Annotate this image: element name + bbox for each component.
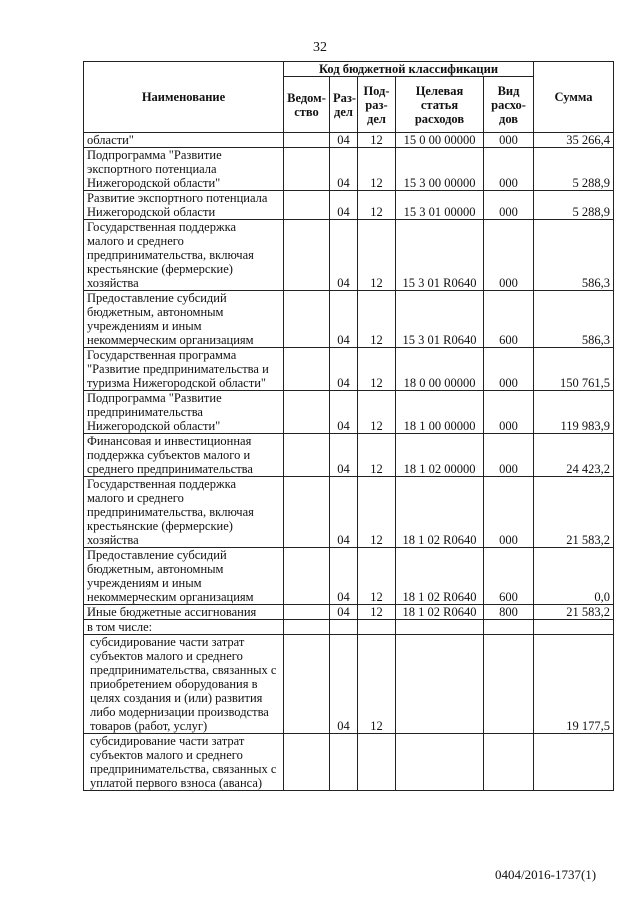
row-ved: [284, 620, 330, 635]
header-summa: Сумма: [534, 62, 614, 133]
row-ved: [284, 291, 330, 348]
document-code: 0404/2016-1737(1): [495, 867, 597, 882]
row-summa: 21 583,2: [534, 477, 614, 548]
table-body: [84, 133, 614, 791]
row-vid: 600: [484, 548, 534, 605]
row-ved: [284, 734, 330, 791]
row-vid: 000: [484, 133, 534, 148]
header-vid: Вид расхо- дов: [484, 77, 534, 133]
row-ved: [284, 434, 330, 477]
row-ved: [284, 133, 330, 148]
row-podrazdel: 12: [358, 348, 396, 391]
table-row: [84, 220, 614, 291]
header-tselevaya: Целевая статья расходов: [396, 77, 484, 133]
row-vid: 000: [484, 391, 534, 434]
row-ved: [284, 148, 330, 191]
row-podrazdel: 12: [358, 133, 396, 148]
row-summa: 5 288,9: [534, 191, 614, 220]
row-podrazdel: 12: [358, 148, 396, 191]
table-row: [84, 133, 614, 148]
row-ved: [284, 477, 330, 548]
row-tselevaya: 18 1 02 R0640: [396, 548, 484, 605]
row-tselevaya: 18 1 00 00000: [396, 391, 484, 434]
row-name: Государственная поддержка малого и среднего предпринимательства, включая крестьянские (фермерские) хозяйства: [84, 220, 284, 291]
row-summa: 24 423,2: [534, 434, 614, 477]
row-tselevaya: 18 0 00 00000: [396, 348, 484, 391]
row-ved: [284, 605, 330, 620]
row-vid: [484, 620, 534, 635]
row-tselevaya: [396, 734, 484, 791]
row-ved: [284, 191, 330, 220]
row-vid: 000: [484, 348, 534, 391]
row-ved: [284, 348, 330, 391]
row-summa: 35 266,4: [534, 133, 614, 148]
table-row: [84, 734, 614, 791]
table-row: [84, 548, 614, 605]
row-name: субсидирование части затрат субъектов малого и среднего предпринимательства, связанных с приобретением оборудования в целях создания и (или) развития либо модернизации производства товаров (работ, услуг): [84, 635, 284, 734]
row-tselevaya: 15 3 01 R0640: [396, 220, 484, 291]
row-vid: 000: [484, 477, 534, 548]
row-podrazdel: 12: [358, 220, 396, 291]
table-row: [84, 191, 614, 220]
row-vid: 800: [484, 605, 534, 620]
table-row: [84, 148, 614, 191]
row-razdel: 04: [330, 635, 358, 734]
row-razdel: 04: [330, 391, 358, 434]
row-vid: 600: [484, 291, 534, 348]
row-name: Предоставление субсидий бюджетным, автономным учреждениям и иным некоммерческим организациям: [84, 291, 284, 348]
row-summa: 586,3: [534, 220, 614, 291]
table-row: [84, 620, 614, 635]
table-row: [84, 291, 614, 348]
row-ved: [284, 220, 330, 291]
row-tselevaya: 15 3 01 R0640: [396, 291, 484, 348]
row-name: Иные бюджетные ассигнования: [84, 605, 284, 620]
row-ved: [284, 635, 330, 734]
row-tselevaya: 15 0 00 00000: [396, 133, 484, 148]
row-razdel: 04: [330, 291, 358, 348]
table-row: [84, 635, 614, 734]
row-summa: [534, 734, 614, 791]
row-vid: [484, 635, 534, 734]
row-summa: 119 983,9: [534, 391, 614, 434]
row-tselevaya: 18 1 02 R0640: [396, 605, 484, 620]
header-name: Наименование: [84, 62, 284, 133]
row-name: Предоставление субсидий бюджетным, автономным учреждениям и иным некоммерческим организациям: [84, 548, 284, 605]
row-podrazdel: 12: [358, 605, 396, 620]
table-row: [84, 348, 614, 391]
row-tselevaya: 15 3 00 00000: [396, 148, 484, 191]
row-summa: 19 177,5: [534, 635, 614, 734]
row-razdel: 04: [330, 191, 358, 220]
page-number: 32: [313, 40, 327, 55]
row-name: субсидирование части затрат субъектов малого и среднего предпринимательства, связанных с уплатой первого взноса (аванса): [84, 734, 284, 791]
table-row: [84, 391, 614, 434]
row-name: области": [84, 133, 284, 148]
row-razdel: [330, 734, 358, 791]
row-summa: [534, 620, 614, 635]
row-summa: 0,0: [534, 548, 614, 605]
header-ved: Ведом- ство: [284, 77, 330, 133]
row-razdel: 04: [330, 605, 358, 620]
row-razdel: 04: [330, 348, 358, 391]
row-podrazdel: 12: [358, 291, 396, 348]
row-razdel: 04: [330, 148, 358, 191]
row-podrazdel: 12: [358, 635, 396, 734]
table-row: [84, 434, 614, 477]
header-podrazdel: Под- раз- дел: [358, 77, 396, 133]
row-name: Финансовая и инвестиционная поддержка субъектов малого и среднего предпринимательства: [84, 434, 284, 477]
row-name: Государственная поддержка малого и среднего предпринимательства, включая крестьянские (фермерские) хозяйства: [84, 477, 284, 548]
row-vid: 000: [484, 434, 534, 477]
row-razdel: 04: [330, 477, 358, 548]
row-podrazdel: 12: [358, 548, 396, 605]
row-vid: 000: [484, 191, 534, 220]
row-vid: 000: [484, 148, 534, 191]
row-razdel: 04: [330, 133, 358, 148]
row-name: в том числе:: [84, 620, 284, 635]
row-razdel: 04: [330, 434, 358, 477]
row-podrazdel: 12: [358, 434, 396, 477]
row-name: Развитие экспортного потенциала Нижегородской области: [84, 191, 284, 220]
row-podrazdel: 12: [358, 391, 396, 434]
row-name: Государственная программа "Развитие предпринимательства и туризма Нижегородской области": [84, 348, 284, 391]
row-tselevaya: 18 1 02 00000: [396, 434, 484, 477]
row-summa: 586,3: [534, 291, 614, 348]
row-podrazdel: 12: [358, 191, 396, 220]
row-summa: 5 288,9: [534, 148, 614, 191]
row-tselevaya: [396, 635, 484, 734]
row-razdel: 04: [330, 220, 358, 291]
row-razdel: 04: [330, 548, 358, 605]
row-razdel: [330, 620, 358, 635]
table-row: [84, 477, 614, 548]
row-ved: [284, 391, 330, 434]
table-row: [84, 605, 614, 620]
row-tselevaya: 15 3 01 00000: [396, 191, 484, 220]
budget-table: [83, 61, 614, 791]
row-podrazdel: 12: [358, 477, 396, 548]
header-code-group: Код бюджетной классификации: [284, 62, 534, 77]
row-summa: 150 761,5: [534, 348, 614, 391]
row-vid: [484, 734, 534, 791]
header-razdel: Раз- дел: [330, 77, 358, 133]
row-tselevaya: 18 1 02 R0640: [396, 477, 484, 548]
row-podrazdel: [358, 734, 396, 791]
row-tselevaya: [396, 620, 484, 635]
row-ved: [284, 548, 330, 605]
row-summa: 21 583,2: [534, 605, 614, 620]
row-podrazdel: [358, 620, 396, 635]
row-name: Подпрограмма "Развитие экспортного потенциала Нижегородской области": [84, 148, 284, 191]
row-name: Подпрограмма "Развитие предпринимательства Нижегородской области": [84, 391, 284, 434]
row-vid: 000: [484, 220, 534, 291]
